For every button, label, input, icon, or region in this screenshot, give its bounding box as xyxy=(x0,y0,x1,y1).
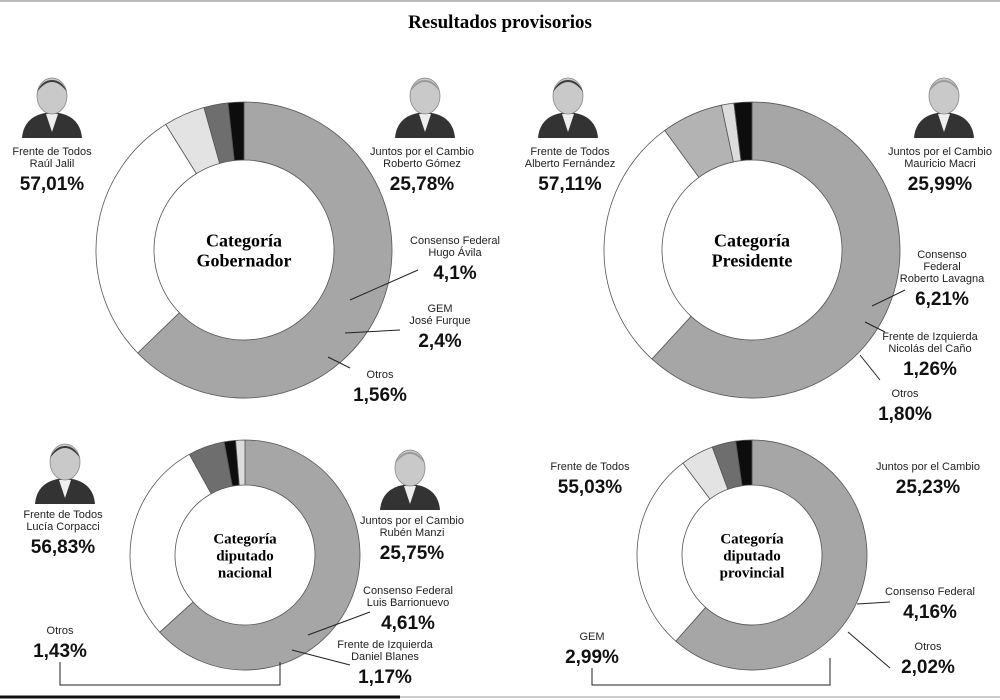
data-label: 55,03% xyxy=(557,477,623,498)
candidate-photo-icon xyxy=(395,78,455,138)
party-label: Frente de Izquierda xyxy=(882,331,978,343)
party-label: Frente de Todos xyxy=(550,461,630,473)
donut-chart xyxy=(12,78,500,406)
data-label: 1,56% xyxy=(353,385,407,406)
party-label: Otros xyxy=(46,625,74,637)
candidate-label: Luis Barrionuevo xyxy=(366,597,450,609)
party-label: Frente de Todos xyxy=(12,146,92,158)
data-label: 1,43% xyxy=(33,641,87,662)
data-label: 2,4% xyxy=(418,331,462,352)
leader-line xyxy=(860,355,880,380)
donut-slice xyxy=(637,463,710,641)
party-label: Juntos por el Cambio xyxy=(360,515,464,527)
party-label: GEM xyxy=(427,303,453,315)
data-label: 2,02% xyxy=(901,657,955,678)
data-label: 25,23% xyxy=(895,477,961,498)
data-label: 1,17% xyxy=(358,667,412,688)
party-label: Frente de Todos xyxy=(530,146,610,158)
party-label: Consenso Federal xyxy=(410,235,500,247)
party-label: Frente de Todos xyxy=(23,509,103,521)
party-label: Consenso xyxy=(917,249,967,261)
chart-center-title: Categoría diputado provincial xyxy=(719,531,785,582)
candidate-label: Alberto Fernández xyxy=(524,158,616,170)
data-label: 1,26% xyxy=(903,359,957,380)
figure-title: Resultados provisorios xyxy=(408,12,592,33)
candidate-label: Hugo Ávila xyxy=(428,247,482,259)
candidate-label: Nicolás del Caño xyxy=(888,343,972,355)
party-label: GEM xyxy=(579,631,605,643)
chart-center-title: Categoría diputado nacional xyxy=(213,531,277,582)
leader-line xyxy=(848,632,890,668)
party-label: Frente de Izquierda xyxy=(337,639,433,651)
candidate-label: José Furque xyxy=(409,315,471,327)
candidate-label: Raúl Jalil xyxy=(29,158,75,170)
data-label: 56,83% xyxy=(30,537,96,558)
chart-center-title: Categoría Presidente xyxy=(711,230,793,271)
donut-slice xyxy=(130,454,211,632)
party-label: Juntos por el Cambio xyxy=(888,146,992,158)
data-label: 57,11% xyxy=(538,174,602,195)
candidate-label: Daniel Blanes xyxy=(351,651,419,663)
party-label: Consenso Federal xyxy=(363,585,453,597)
data-label: 25,99% xyxy=(907,174,973,195)
party-label: Juntos por el Cambio xyxy=(876,461,980,473)
candidate-photo-icon xyxy=(380,450,440,510)
data-label: 25,78% xyxy=(389,174,455,195)
data-label: 57,01% xyxy=(19,174,85,195)
candidate-label: Rubén Manzi xyxy=(379,527,445,539)
donut-chart xyxy=(525,78,992,425)
chart-center-title: Categoría Gobernador xyxy=(196,230,292,271)
data-label: 2,99% xyxy=(565,647,619,668)
party-label: Otros xyxy=(366,369,394,381)
donut-chart xyxy=(23,440,464,688)
candidate-label: Roberto Gómez xyxy=(383,158,461,170)
data-label: 4,1% xyxy=(433,263,477,284)
party-label: Consenso Federal xyxy=(885,586,975,598)
data-label: 4,16% xyxy=(903,602,957,623)
leader-line xyxy=(292,650,350,665)
candidate-photo-icon xyxy=(22,78,82,138)
data-label: 25,75% xyxy=(379,543,445,564)
candidate-photo-icon xyxy=(538,78,598,138)
party-label: Juntos por el Cambio xyxy=(370,146,474,158)
data-label: 1,80% xyxy=(878,404,932,425)
candidate-label: Lucía Corpacci xyxy=(26,521,100,533)
donut-chart xyxy=(550,440,980,685)
candidate-label: Roberto Lavagna xyxy=(899,273,985,285)
party-label: Otros xyxy=(914,641,942,653)
leader-line xyxy=(857,602,890,604)
candidate-photo-icon xyxy=(35,444,95,504)
party-label: Federal xyxy=(923,261,961,273)
data-label: 4,61% xyxy=(381,613,435,634)
party-label: Otros xyxy=(891,388,919,400)
data-label: 6,21% xyxy=(915,289,969,310)
candidate-label: Mauricio Macri xyxy=(904,158,976,170)
candidate-photo-icon xyxy=(914,78,974,138)
